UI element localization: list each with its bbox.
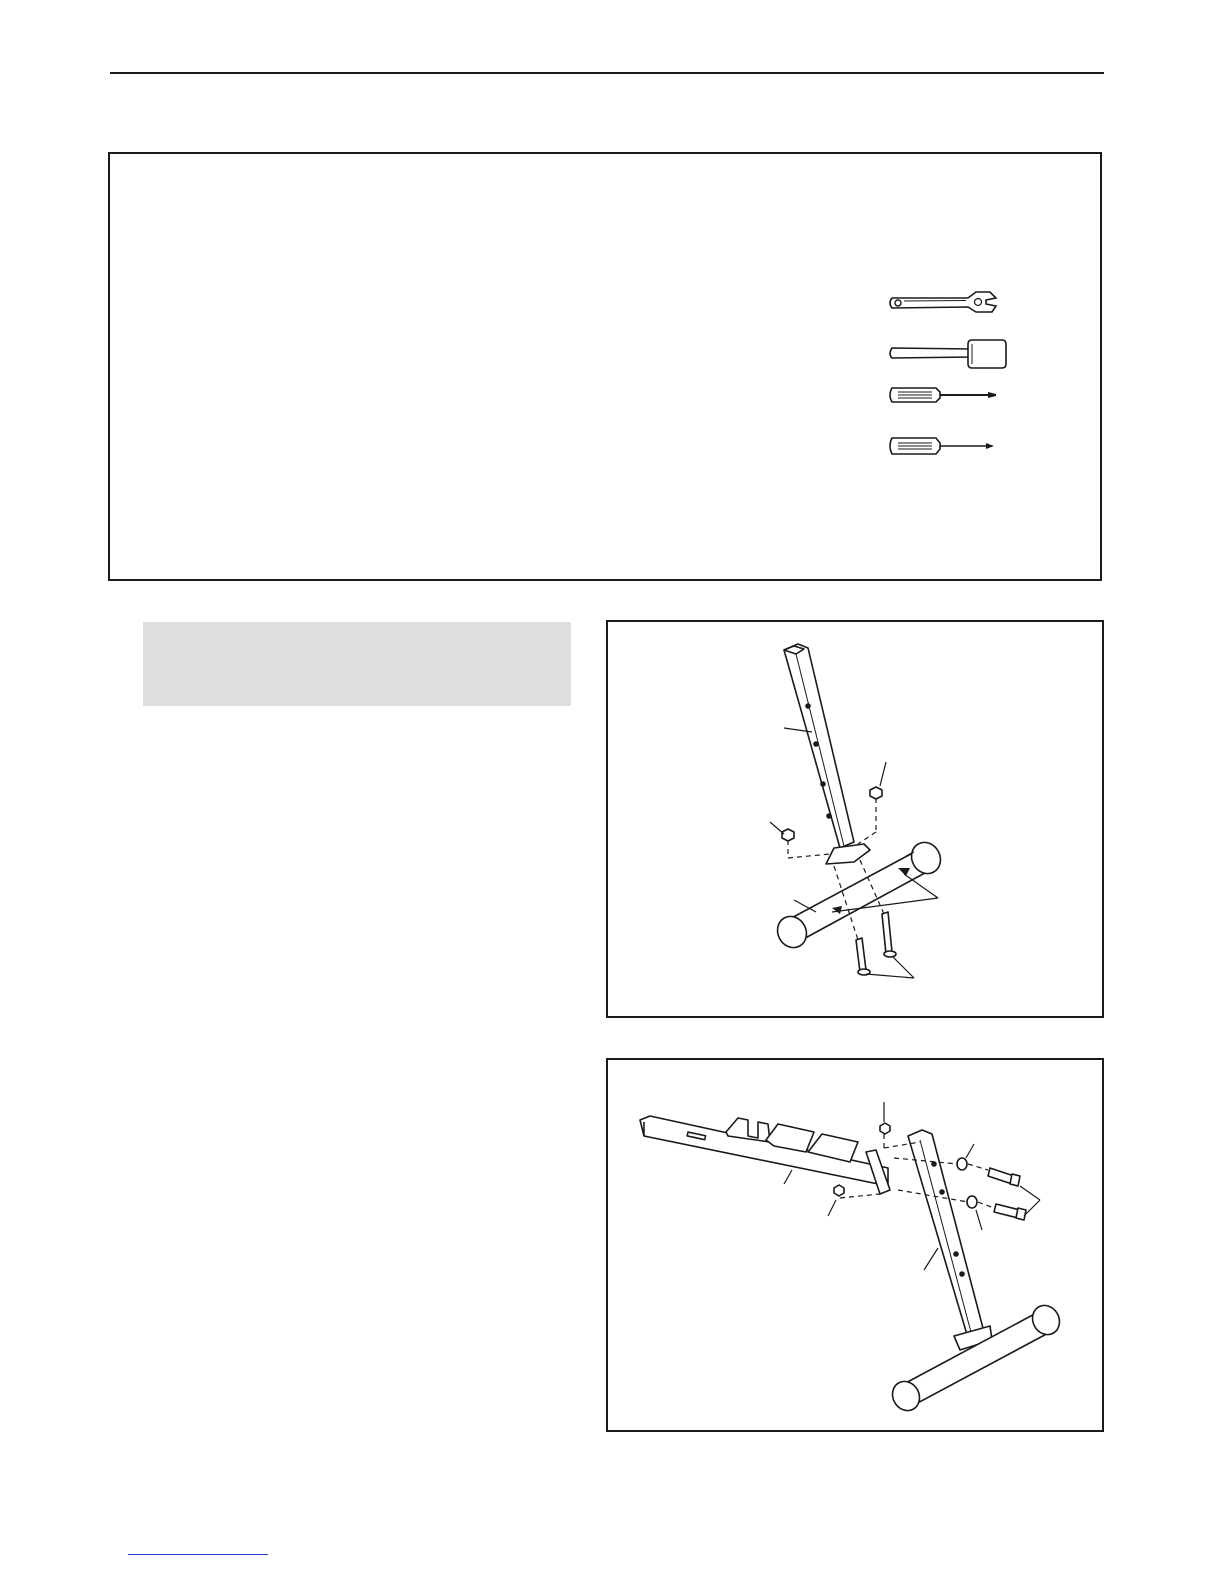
step-banner (143, 622, 571, 706)
tools-panel (108, 152, 1102, 581)
assembly-figure-2 (606, 1058, 1104, 1432)
figure-1-drawing (608, 622, 1102, 1016)
assembly-figure-1 (606, 620, 1104, 1018)
rubber-mallet-icon (888, 334, 1008, 374)
header-rule (110, 72, 1104, 74)
adjustable-wrench-icon (888, 288, 1000, 318)
phillips-screwdriver-icon (888, 434, 1000, 458)
figure-2-drawing (608, 1060, 1102, 1430)
footer-link-underline[interactable] (128, 1554, 268, 1555)
flathead-screwdriver-icon (888, 384, 1000, 406)
